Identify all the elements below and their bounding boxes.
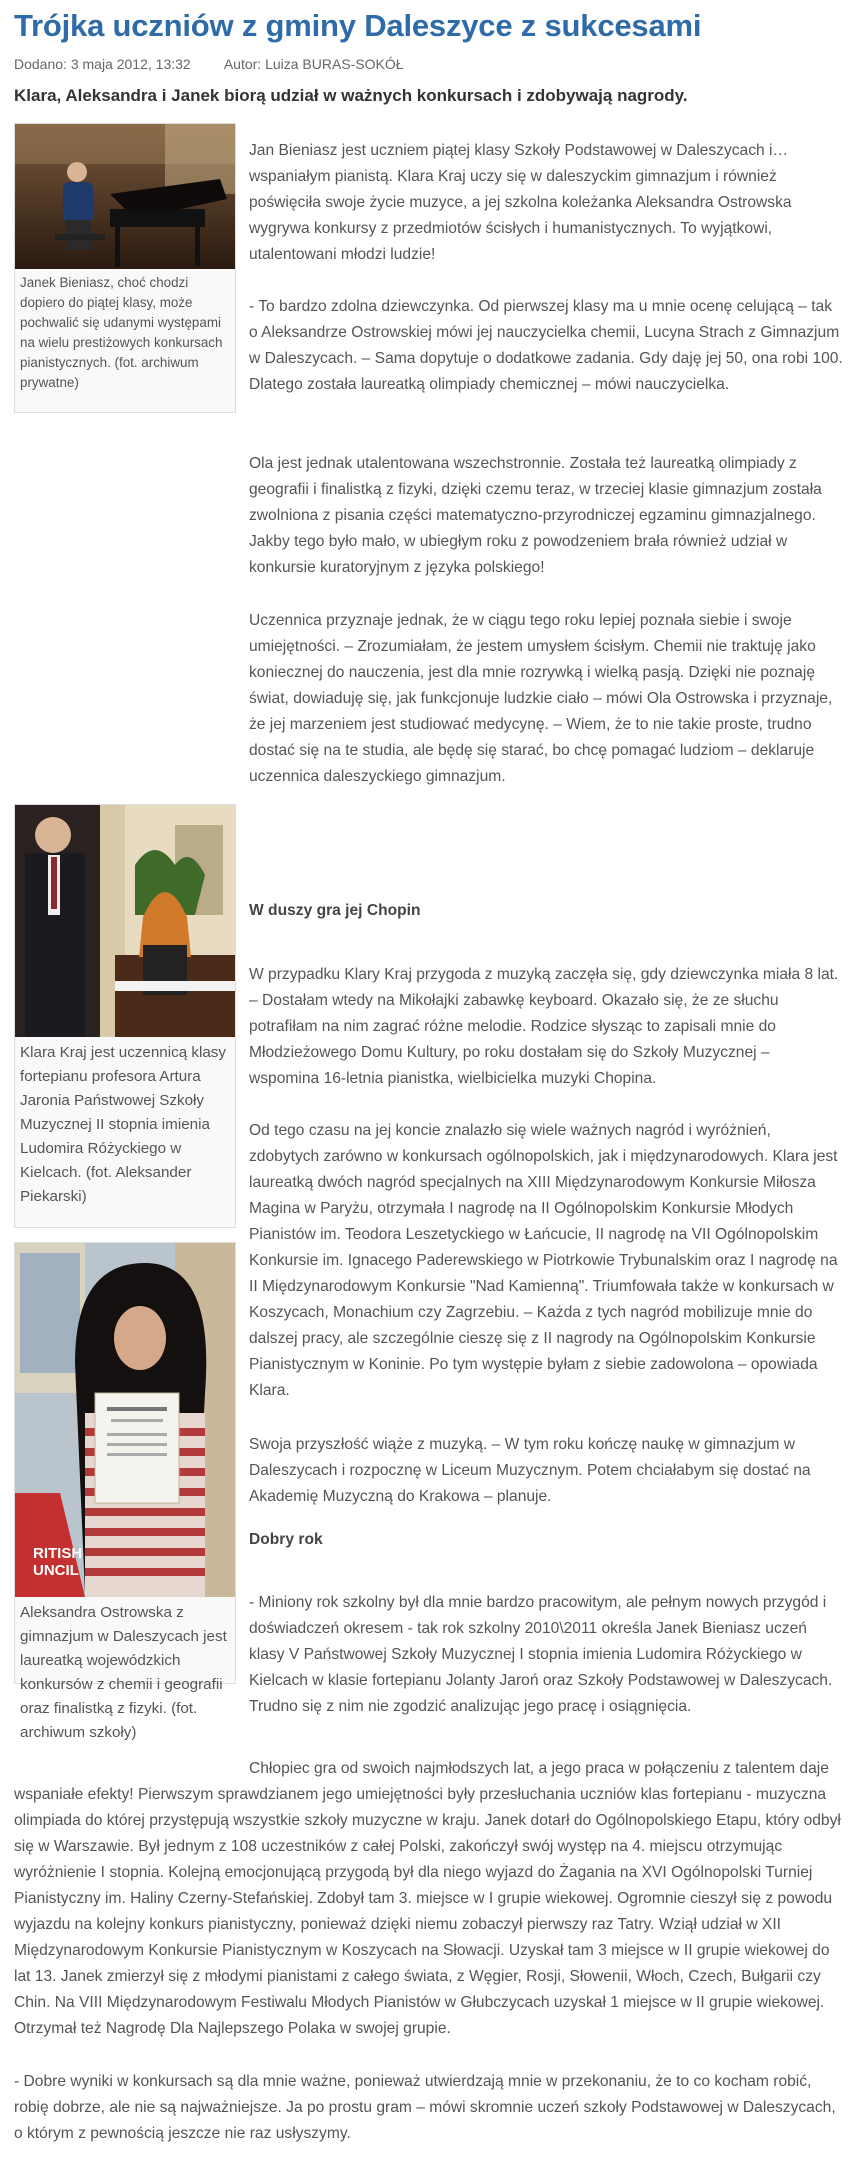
paragraph: Uczennica przyznaje jednak, że w ciągu tego roku lepiej poznała siebie i swoje umiejętności. – Zrozumiałam, że jestem umysłem ścisłym. Chemii nie traktuję jako koniecznej do nauczenia, jest dla mnie rozrywką i wielką pasją. Dzięki nie poznaję świat, dowiaduję się, jak funkcjonuje ludzkie ciało – mówi Ola Ostrowska i przyznaje, że jej marzeniem jest studiować medycynę. – Wiem, że to nie takie proste, trudno dostać się na te studia, ale będę się starać, bo chcę pomagać ludziom – deklaruje uczennica daleszyckiego gimnazjum. — [249, 611, 833, 785]
paragraph: Chłopiec gra od swoich najmłodszych lat, a jego praca w połączeniu z talentem daje wspaniałe efekty! Pierwszym sprawdzianem jego umiejętności były przesłuchania uczniów klas fortepianu - muzyczna olimpiada do której przystępują wszystkie szkoły muzyczne w kraju. Janek dotarł do Ogólnopolskiego Etapu, który odbył się w Warszawie. Był jednym z 108 uczestników z całej Polski, zakończył swój występ na 4. miejscu otrzymując wyróżnienie I stopnia. Kolejną emocjonującą przygodą był dla niego wyjazd do Żagania na XVI Ogólnopolski Turniej Pianistyczny im. Haliny Czerny-Stefańskiej. Zdobył tam 3. miejsce w I grupie wiekowej. Ogromnie cieszył się z powodu wyjazdu na kolejny konkurs pianistyczny, ponieważ dzięki niemu zobaczył pierwszy raz Tatry. Wziął udział w XII Międzynarodowym Konkursie Pianistycznym w Koszycach na Słowacji. Uzyskał tam 3 miejsce w II grupie wiekowej do lat 13. Janek zmierzył się z młodymi pianistami z całego świata, z Węgier, Rosji, Słowenii, Włoch, Czech, Bułgarii czy Chin. Na VIII Międzynarodowym Festiwalu Młodych Pianistów w Głubczycach uzyskał 1 miejsce w II grupie wiekowej. Otrzymał też Nagrodę Dla Najlepszego Polaka w swojej grupie. — [14, 1760, 841, 2037]
figure-aleksandra — [14, 1242, 236, 1741]
section-heading: Dobry rok — [249, 1531, 323, 1548]
article-title: Trójka uczniów z gminy Daleszyce z sukcesami — [14, 8, 702, 43]
photo-klara-teacher[interactable] — [15, 805, 235, 1037]
bag-text-line-2: UNCIL — [33, 1562, 79, 1579]
paragraph: Ola jest jednak utalentowana wszechstronnie. Została też laureatką olimpiady z geografii i finalistką z fizyki, dzięki czemu teraz, w trzeciej klasie gimnazjum została zwolniona z pisania części matematyczno-przyrodniczej egzaminu gimnazjalnego. Jakby tego było mało, w ubiegłym roku z powodzeniem brała również udział w konkursie kuratoryjnym z języka polskiego! — [249, 454, 822, 576]
photo-janek-piano[interactable] — [15, 124, 235, 269]
paragraph: - Dobre wyniki w konkursach są dla mnie ważne, ponieważ utwierdzają mnie w przekonaniu, że to co kocham robić, robię dobrze, ale nie są najważniejsze. Ja po prostu gram – mówi skromnie uczeń szkoły Podstawowej w Daleszycach, o którym z pewnością jeszcze nie raz usłyszymy. — [14, 2073, 836, 2142]
figure-caption: Janek Bieniasz, choć chodzi dopiero do piątej klasy, może pochwalić się udanymi występami na wielu prestiżowych konkursach pianistycznych. (fot. archiwum prywatne) — [20, 275, 223, 390]
section-heading: W duszy gra jej Chopin — [249, 902, 421, 919]
bag-logo-text — [33, 1545, 82, 1579]
author: Autor: Luiza BURAS-SOKÓŁ — [223, 56, 404, 72]
bag-text-line-1: RITISH — [33, 1545, 83, 1562]
article-meta — [14, 55, 434, 73]
paragraph: - To bardzo zdolna dziewczynka. Od pierwszej klasy ma u mnie ocenę celującą – tak o Aleksandrze Ostrowskiej mówi jej nauczycielka chemii, Lucyna Strach z Gimnazjum w Daleszycach. – Sama dopytuje o dodatkowe zadania. Gdy daję jej 50, ona robi 100. Dlatego została laureatką olimpiady chemicznej – mówi nauczycielka. — [249, 297, 843, 393]
article-lead: Klara, Aleksandra i Janek biorą udział w ważnych konkursach i zdobywają nagrody. — [14, 86, 688, 105]
paragraph: - Miniony rok szkolny był dla mnie bardzo pracowitym, ale pełnym nowych przygód i doświadczeń okresem - tak rok szkolny 2010\2011 określa Janek Bieniasz uczeń klasy V Państwowej Szkoły Muzycznej I stopnia imienia Ludomira Różyckiego w Kielcach w klasie fortepianu Jolanty Jaroń oraz Szkoły Podstawowej w Daleszycach. Trudno się z nim nie zgodzić analizując jego pracę i osiągnięcia. — [249, 1593, 833, 1715]
paragraph: Od tego czasu na jej koncie znalazło się wiele ważnych nagród i wyróżnień, zdobytych zarówno w konkursach ogólnopolskich, jak i międzynarodowych. Klara jest laureatką dwóch nagród specjalnych na XIII Międzynarodowym Konkursie Miłosza Magina w Paryżu, otrzymała I nagrodę na II Ogólnopolskim Konkursie Młodych Pianistów im. Teodora Leszetyckiego w Łańcucie, II nagrodę na VII Ogólnopolskim Konkursie im. Ignacego Paderewskiego w Piotrkowie Trybunalskim oraz I nagrodę na II Międzynarodowym Konkursie "Nad Kamienną". Triumfowała także w konkursach w Koszycach, Monachium czy Zagrzebiu. – Każda z tych nagród mobilizuje mnie do dalszej pracy, ale szczególnie cieszę się z II nagrody na Ogólnopolskim Konkursie Pianistycznym w Koninie. Po tym występie byłam z siebie zadowolona – opowiada Klara. — [249, 1121, 838, 1399]
paragraph: W przypadku Klary Kraj przygoda z muzyką zaczęła się, gdy dziewczynka miała 8 lat. – Dostałam wtedy na Mikołajki zabawkę keyboard. Okazało się, że ze słuchu potrafiłam na nim zagrać różne melodie. Rodzice słysząc to zapisali mnie do Młodzieżowego Domu Kultury, po roku dostałam się do Szkoły Muzycznej – wspomina 16-letnia pianistka, wielbicielka muzyki Chopina. — [249, 965, 839, 1087]
figure-klara — [14, 804, 236, 1228]
figure-caption: Aleksandra Ostrowska z gimnazjum w Daleszycach jest laureatką wojewódzkich konkursów z chemii i geografii oraz finalistką z fizyki. (fot. archiwum szkoły) — [20, 1604, 227, 1741]
photo-aleksandra-diploma[interactable] — [15, 1243, 235, 1597]
paragraph: Swoja przyszłość wiąże z muzyką. – W tym roku kończę naukę w gimnazjum w Daleszycach i rozpocznę w Liceum Muzycznym. Potem chciałabym się dostać na Akademię Muzyczną do Krakowa – planuje. — [249, 1435, 811, 1505]
paragraph: Jan Bieniasz jest uczniem piątej klasy Szkoły Podstawowej w Daleszycach i… wspaniałym pianistą. Klara Kraj uczy się w daleszyckim gimnazjum i również poświęciła swoje życie muzyce, a jej szkolna koleżanka Aleksandra Ostrowska wygrywa konkursy z przedmiotów ścisłych i humanistycznych. To wyjątkowi, utalentowani młodzi ludzie! — [249, 141, 792, 263]
figure-janek — [14, 123, 236, 413]
publish-date: Dodano: 3 maja 2012, 13:32 — [14, 56, 191, 72]
figure-caption: Klara Kraj jest uczennicą klasy fortepianu profesora Artura Jaronia Państwowej Szkoły Muzycznej II stopnia imienia Ludomira Różyckiego w Kielcach. (fot. Aleksander Piekarski) — [20, 1044, 226, 1205]
